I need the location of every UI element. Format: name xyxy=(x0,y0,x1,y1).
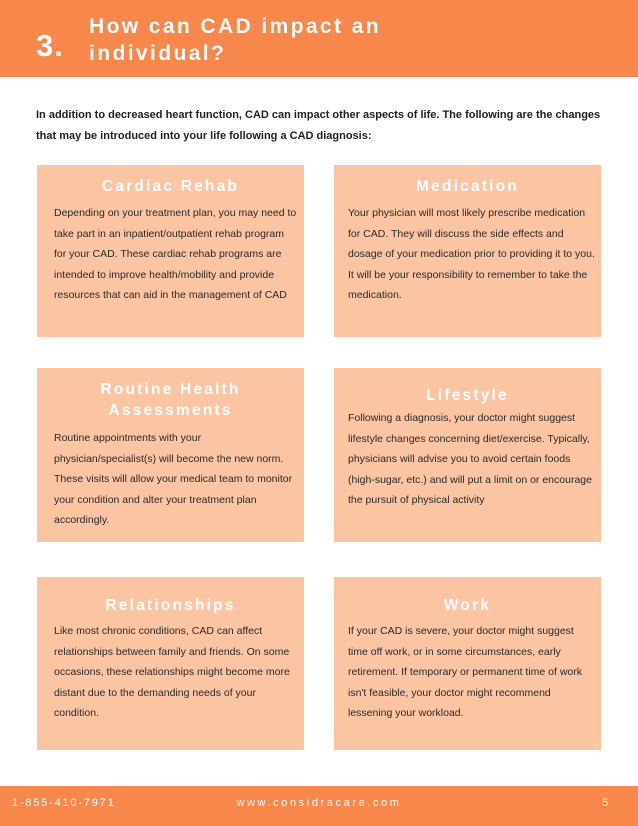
card-body: Following a diagnosis, your doctor might suggest lifestyle changes concerning diet/exercise. Typically, physicians will advise you to avoid certain foods (high-sugar, etc.) and will put a limit on or encourage the pursuit of physical activity xyxy=(348,412,592,506)
card-title: Relationships xyxy=(105,597,236,614)
section-number: 3. xyxy=(36,28,64,63)
card-routine-health-assessments xyxy=(37,368,304,542)
card-body: Routine appointments with your physician/specialist(s) will become the new norm. These visits will allow your medical team to monitor your condition and alter your treatment plan accordingly. xyxy=(54,432,293,526)
page-number: 5 xyxy=(602,797,610,809)
card-cardiac-rehab xyxy=(37,165,304,337)
card-relationships xyxy=(37,577,304,750)
card-body: Your physician will most likely prescribe medication for CAD. They will discuss the side effects and dosage of your medication prior to providing it to you. It will be your responsibility to remember to take the medication. xyxy=(348,207,595,301)
page-footer xyxy=(0,786,638,826)
card-medication xyxy=(334,165,601,337)
card-body: Like most chronic conditions, CAD can affect relationships between family and friends. On some occasions, these relationships might become more distant due to the demanding needs of your condition. xyxy=(54,625,290,719)
footer-phone: 1-855-410-7971 xyxy=(12,797,116,809)
page-header xyxy=(0,0,638,77)
card-title: Cardiac Rehab xyxy=(101,178,240,195)
card-title: Lifestyle xyxy=(426,387,509,404)
card-lifestyle xyxy=(334,368,601,542)
card-body: If your CAD is severe, your doctor might suggest time off work, or in some circumstances, early retirement. If temporary or permanent time of work isn't feasible, your doctor might recommend lessening your workload. xyxy=(348,625,582,719)
intro-paragraph: In addition to decreased heart function, CAD can impact other aspects of life. The following are the changes that may be introduced into your life following a CAD diagnosis: xyxy=(36,109,601,142)
card-title: Medication xyxy=(416,178,519,195)
footer-website: www.considracare.com xyxy=(236,797,402,809)
section-title: How can CAD impact an individual? xyxy=(89,15,381,65)
card-work xyxy=(334,577,601,750)
card-title: Routine Health Assessments xyxy=(100,381,241,419)
card-title: Work xyxy=(443,597,492,614)
card-body: Depending on your treatment plan, you may need to take part in an inpatient/outpatient rehab program for your CAD. These cardiac rehab programs are intended to improve health/mobility and provide resources that can aid in the management of CAD xyxy=(54,207,297,301)
